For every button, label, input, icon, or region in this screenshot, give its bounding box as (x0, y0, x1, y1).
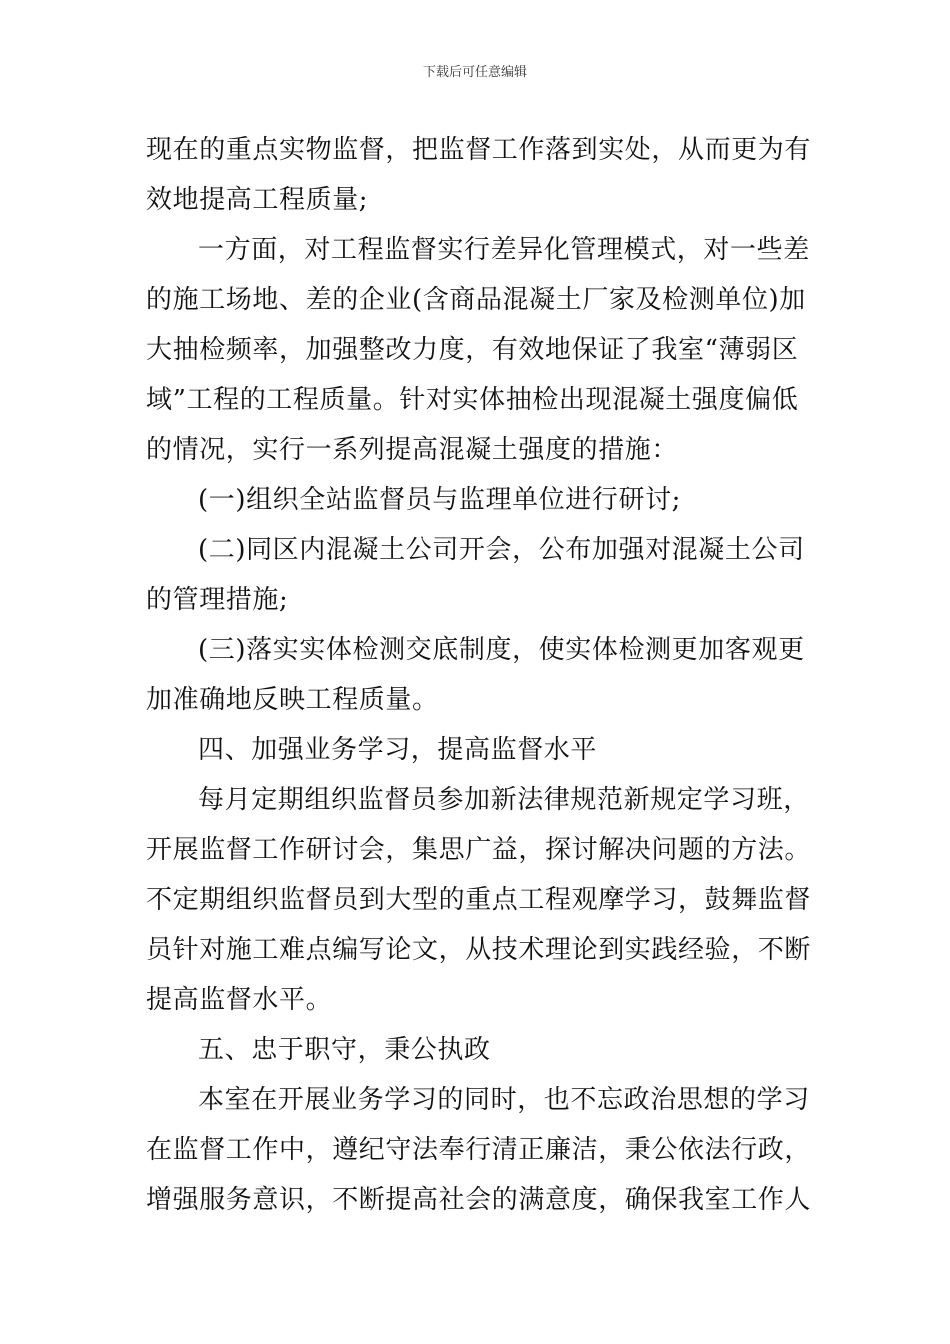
paragraph-first-line: 一方面，对工程监督实行差异化管理模式，对一些差 (198, 235, 810, 265)
paragraph-first-line: 本室在开展业务学习的同时，也不忘政治思想的学习 (198, 1085, 810, 1115)
body-line: 在监督工作中，遵纪守法奉行清正廉洁，秉公依法行政， (146, 1135, 812, 1165)
body-line: 效地提高工程质量; (146, 185, 369, 215)
body-line: 不定期组织监督员到大型的重点工程观摩学习，鼓舞监督 (146, 885, 812, 915)
body-line: 大抽检频率，加强整改力度，有效地保证了我室“薄弱区 (146, 335, 799, 365)
section-heading: 五、忠于职守，秉公执政 (198, 1035, 491, 1065)
body-line: 开展监督工作研讨会，集思广益，探讨解决问题的方法。 (146, 835, 812, 865)
body-line: 提高监督水平。 (146, 985, 333, 1015)
body-line: 的施工场地、差的企业(含商品混凝土厂家及检测单位)加 (146, 285, 806, 315)
body-line: 加准确地反映工程质量。 (146, 685, 439, 715)
body-line: 的管理措施; (146, 585, 289, 615)
body-line: 增强服务意识，不断提高社会的满意度，确保我室工作人 (146, 1185, 812, 1215)
body-line: 员针对施工难点编写论文，从技术理论到实践经验，不断 (146, 935, 812, 965)
body-line: 的情况，实行一系列提高混凝土强度的措施： (146, 435, 679, 465)
list-item-line: (一)组织全站监督员与监理单位进行研讨; (198, 485, 682, 515)
list-item-line: (三)落实实体检测交底制度，使实体检测更加客观更 (198, 635, 805, 665)
paragraph-first-line: 每月定期组织监督员参加新法律规范新规定学习班， (198, 785, 810, 815)
body-line: 域”工程的工程质量。针对实体抽检出现混凝土强度偏低 (146, 385, 799, 415)
body-line: 现在的重点实物监督，把监督工作落到实处，从而更为有 (146, 135, 812, 165)
section-heading: 四、加强业务学习，提高监督水平 (198, 735, 598, 765)
list-item-line: (二)同区内混凝土公司开会，公布加强对混凝土公司 (198, 535, 805, 565)
page-header: 下载后可任意编辑 (422, 65, 527, 80)
